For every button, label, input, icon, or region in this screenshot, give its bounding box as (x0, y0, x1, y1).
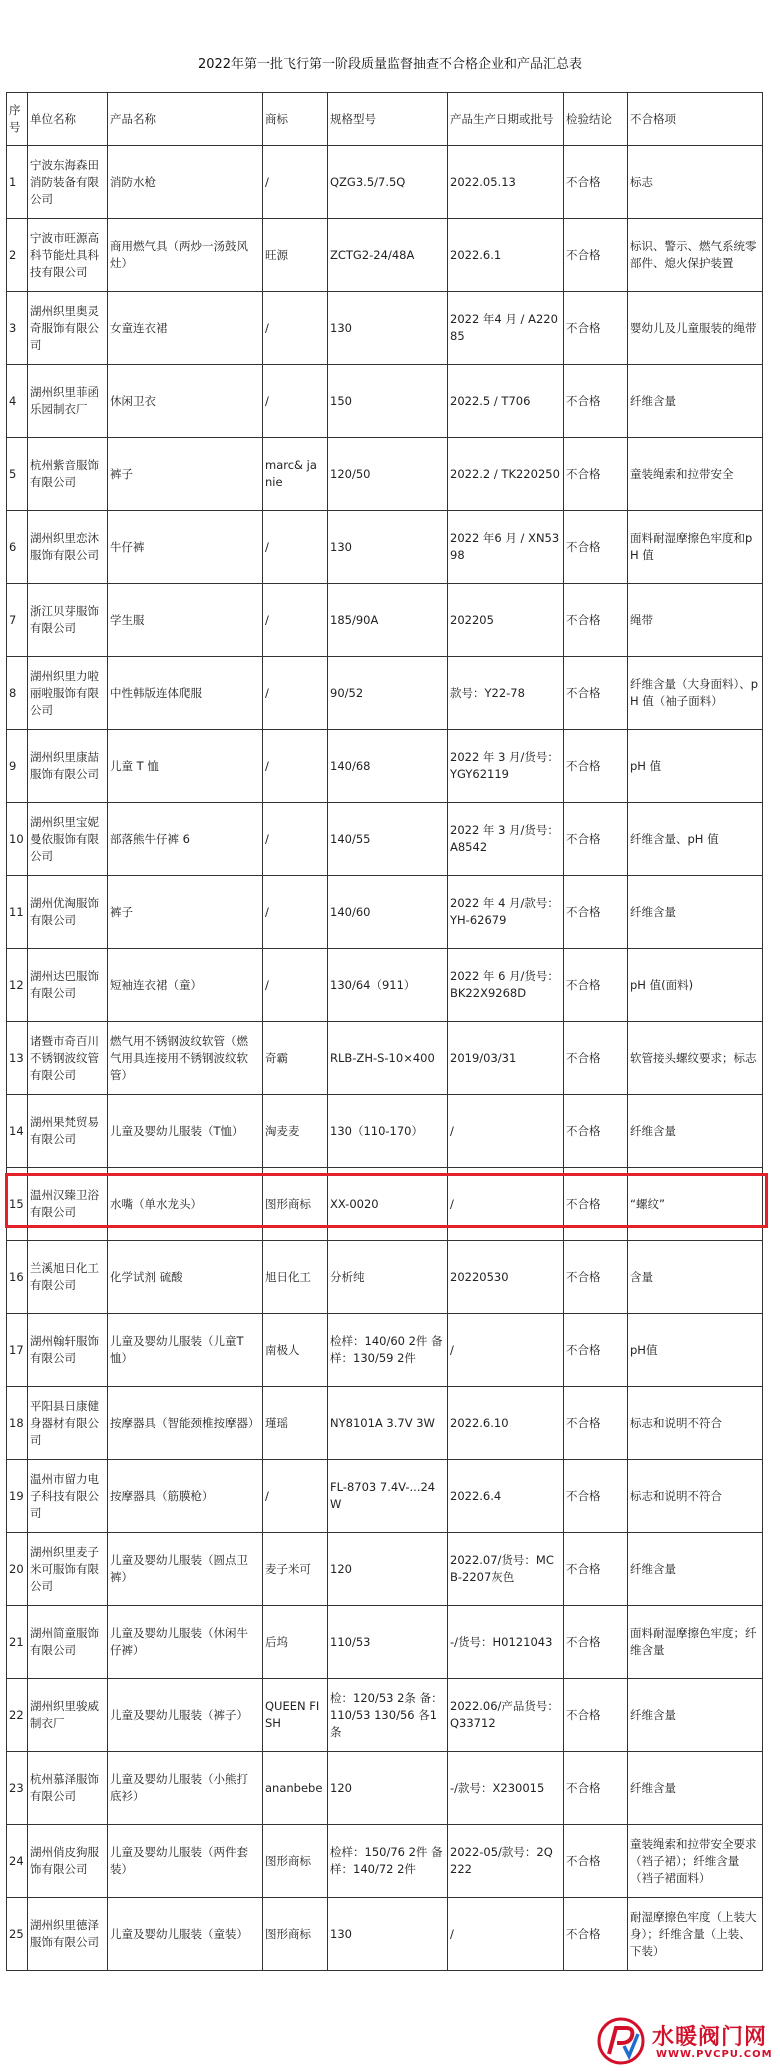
cell-brand: 图形商标 (263, 1898, 328, 1971)
cell-company: 温州汉臻卫浴有限公司 (28, 1168, 108, 1241)
cell-result: 不合格 (564, 1095, 628, 1168)
cell-brand: 麦子米可 (263, 1533, 328, 1606)
table-row (7, 876, 763, 949)
cell-failed-items: 标志和说明不符合 (628, 1387, 763, 1460)
cell-company: 湖州织里菲函乐园制衣厂 (28, 365, 108, 438)
cell-result: 不合格 (564, 803, 628, 876)
cell-index: 23 (7, 1752, 28, 1825)
cell-spec: NY8101A 3.7V 3W (328, 1387, 448, 1460)
cell-batch: 款号：Y22-78 (448, 657, 564, 730)
cell-result: 不合格 (564, 292, 628, 365)
cell-product: 儿童及婴幼儿服装（T恤） (108, 1095, 263, 1168)
cell-spec: 130 (328, 1898, 448, 1971)
cell-batch: 2022-05/款号：2Q222 (448, 1825, 564, 1898)
cell-result: 不合格 (564, 584, 628, 657)
cell-batch: 202205 (448, 584, 564, 657)
cell-company: 湖州达巴服饰有限公司 (28, 949, 108, 1022)
cell-failed-items: 纤维含量 (628, 876, 763, 949)
table-row (7, 1387, 763, 1460)
cell-index: 7 (7, 584, 28, 657)
cell-company: 湖州织里宝妮曼依服饰有限公司 (28, 803, 108, 876)
header-cell-company: 单位名称 (28, 93, 108, 146)
cell-result: 不合格 (564, 365, 628, 438)
header-cell-brand: 商标 (263, 93, 328, 146)
cell-index: 24 (7, 1825, 28, 1898)
cell-spec: 110/53 (328, 1606, 448, 1679)
cell-brand: 图形商标 (263, 1825, 328, 1898)
cell-result: 不合格 (564, 438, 628, 511)
cell-spec: 120/50 (328, 438, 448, 511)
cell-product: 儿童 T 恤 (108, 730, 263, 803)
cell-company: 杭州慕泽服饰有限公司 (28, 1752, 108, 1825)
cell-failed-items: 纤维含量 (628, 1752, 763, 1825)
cell-failed-items: pH值 (628, 1314, 763, 1387)
cell-batch: 2022 年4 月 / A22085 (448, 292, 564, 365)
cell-company: 湖州织里恋沐服饰有限公司 (28, 511, 108, 584)
watermark-brand: 水暖阀门网 (652, 2025, 768, 2050)
cell-result: 不合格 (564, 219, 628, 292)
cell-product: 燃气用不锈钢波纹软管（燃气用具连接用不锈钢波纹软管） (108, 1022, 263, 1095)
cell-brand: / (263, 1460, 328, 1533)
cell-index: 12 (7, 949, 28, 1022)
cell-batch: 2022.07/货号：MCB-2207灰色 (448, 1533, 564, 1606)
header-cell-batch: 产品生产日期或批号 (448, 93, 564, 146)
cell-batch: -/货号：H0121043 (448, 1606, 564, 1679)
table-header-row (7, 93, 763, 146)
cell-index: 10 (7, 803, 28, 876)
cell-spec: 140/68 (328, 730, 448, 803)
cell-spec: FL-8703 7.4V-...24W (328, 1460, 448, 1533)
cell-batch: 2022.06/产品货号：Q33712 (448, 1679, 564, 1752)
page-title: 2022年第一批飞行第一阶段质量监督抽查不合格企业和产品汇总表 (197, 57, 583, 72)
cell-result: 不合格 (564, 657, 628, 730)
cell-company: 平阳县日康健身器材有限公司 (28, 1387, 108, 1460)
cell-failed-items: 标志 (628, 146, 763, 219)
cell-batch: 2022 年6 月 / XN5398 (448, 511, 564, 584)
header-cell-failed-items: 不合格项 (628, 93, 763, 146)
cell-spec: XX-0020 (328, 1168, 448, 1241)
table-row (7, 1460, 763, 1533)
cell-result: 不合格 (564, 949, 628, 1022)
cell-product: 儿童及婴幼儿服装（圆点卫裤） (108, 1533, 263, 1606)
table-row (7, 365, 763, 438)
cell-index: 19 (7, 1460, 28, 1533)
cell-brand: / (263, 584, 328, 657)
cell-brand: / (263, 511, 328, 584)
cell-product: 按摩器具（智能颈椎按摩器） (108, 1387, 263, 1460)
table-row (7, 730, 763, 803)
cell-batch: 2022.5 / T706 (448, 365, 564, 438)
cell-company: 兰溪旭日化工有限公司 (28, 1241, 108, 1314)
cell-failed-items: 软管接头螺纹要求；标志 (628, 1022, 763, 1095)
cell-spec: ZCTG2-24/48A (328, 219, 448, 292)
cell-spec: QZG3.5/7.5Q (328, 146, 448, 219)
cell-spec: 120 (328, 1752, 448, 1825)
cell-product: 部落熊牛仔裤 6 (108, 803, 263, 876)
cell-product: 儿童及婴幼儿服装（两件套装） (108, 1825, 263, 1898)
cell-product: 按摩器具（筋膜枪） (108, 1460, 263, 1533)
cell-result: 不合格 (564, 730, 628, 803)
cell-index: 18 (7, 1387, 28, 1460)
cell-failed-items: 耐湿摩擦色牢度（上装大身）；纤维含量（上装、下装） (628, 1898, 763, 1971)
table-row (7, 1752, 763, 1825)
cell-spec: 130/64（911） (328, 949, 448, 1022)
summary-table (6, 92, 763, 1971)
cell-index: 11 (7, 876, 28, 949)
cell-batch: 20220530 (448, 1241, 564, 1314)
cell-product: 牛仔裤 (108, 511, 263, 584)
cell-product: 裤子 (108, 876, 263, 949)
cell-brand: / (263, 803, 328, 876)
cell-company: 宁波市旺源高科节能灶具科技有限公司 (28, 219, 108, 292)
cell-result: 不合格 (564, 1241, 628, 1314)
cell-company: 湖州优淘服饰有限公司 (28, 876, 108, 949)
cell-product: 短袖连衣裙（童） (108, 949, 263, 1022)
cell-failed-items: 含量 (628, 1241, 763, 1314)
cell-spec: 检样：150/76 2件 备样：140/72 2件 (328, 1825, 448, 1898)
table-row (7, 803, 763, 876)
table-row (7, 1825, 763, 1898)
cell-result: 不合格 (564, 1460, 628, 1533)
cell-company: 宁波东海森田消防装备有限公司 (28, 146, 108, 219)
cell-batch: 2022 年 3 月/货号：YGY62119 (448, 730, 564, 803)
cell-company: 温州市留力电子科技有限公司 (28, 1460, 108, 1533)
table-row (7, 511, 763, 584)
cell-batch: 2022 年 4 月/款号：YH-62679 (448, 876, 564, 949)
cell-brand: 淘麦麦 (263, 1095, 328, 1168)
cell-product: 中性韩版连体爬服 (108, 657, 263, 730)
cell-spec: 检：120/53 2条 备：110/53 130/56 各1条 (328, 1679, 448, 1752)
cell-product: 化学试剂 硫酸 (108, 1241, 263, 1314)
cell-product: 学生服 (108, 584, 263, 657)
cell-index: 8 (7, 657, 28, 730)
cell-result: 不合格 (564, 876, 628, 949)
cell-brand: / (263, 657, 328, 730)
cell-spec: 分析纯 (328, 1241, 448, 1314)
cell-failed-items: “螺纹” (628, 1168, 763, 1241)
cell-company: 湖州织里力啦丽啦服饰有限公司 (28, 657, 108, 730)
cell-index: 17 (7, 1314, 28, 1387)
cell-brand: / (263, 292, 328, 365)
cell-batch: 2022.2 / TK220250 (448, 438, 564, 511)
cell-brand: 南极人 (263, 1314, 328, 1387)
cell-result: 不合格 (564, 1752, 628, 1825)
cell-failed-items: 纤维含量 (628, 1679, 763, 1752)
cell-index: 2 (7, 219, 28, 292)
cell-result: 不合格 (564, 1679, 628, 1752)
table-row (7, 1533, 763, 1606)
cell-spec: RLB-ZH-S-10×400 (328, 1022, 448, 1095)
cell-failed-items: 面料耐湿摩擦色牢度；纤维含量 (628, 1606, 763, 1679)
cell-brand: 图形商标 (263, 1168, 328, 1241)
cell-company: 湖州织里德泽服饰有限公司 (28, 1898, 108, 1971)
cell-company: 湖州织里麦子米可服饰有限公司 (28, 1533, 108, 1606)
table-row (7, 584, 763, 657)
cell-brand: QUEEN FISH (263, 1679, 328, 1752)
header-cell-product: 产品名称 (108, 93, 263, 146)
cell-index: 15 (7, 1168, 28, 1241)
cell-index: 20 (7, 1533, 28, 1606)
cell-spec: 185/90A (328, 584, 448, 657)
cell-result: 不合格 (564, 1898, 628, 1971)
cell-index: 1 (7, 146, 28, 219)
table-row (7, 949, 763, 1022)
cell-batch: 2022.6.4 (448, 1460, 564, 1533)
cell-brand: 奇霸 (263, 1022, 328, 1095)
cell-company: 浙江贝芽服饰有限公司 (28, 584, 108, 657)
cell-batch: / (448, 1095, 564, 1168)
cell-company: 湖州织里康喆服饰有限公司 (28, 730, 108, 803)
cell-index: 6 (7, 511, 28, 584)
cell-failed-items: 纤维含量 (628, 1095, 763, 1168)
cell-batch: 2022.6.1 (448, 219, 564, 292)
cell-company: 湖州果梵贸易有限公司 (28, 1095, 108, 1168)
cell-failed-items: 婴幼儿及儿童服装的绳带 (628, 292, 763, 365)
cell-spec: 150 (328, 365, 448, 438)
cell-batch: / (448, 1168, 564, 1241)
table-row (7, 1022, 763, 1095)
cell-spec: 130（110-170） (328, 1095, 448, 1168)
table-row (7, 1898, 763, 1971)
cell-index: 9 (7, 730, 28, 803)
cell-index: 21 (7, 1606, 28, 1679)
cell-index: 14 (7, 1095, 28, 1168)
cell-product: 儿童及婴幼儿服装（裤子） (108, 1679, 263, 1752)
cell-batch: / (448, 1314, 564, 1387)
cell-brand: 旺源 (263, 219, 328, 292)
cell-brand: 旭日化工 (263, 1241, 328, 1314)
cell-failed-items: 纤维含量 (628, 365, 763, 438)
cell-product: 儿童及婴幼儿服装（童装） (108, 1898, 263, 1971)
header-cell-index: 序号 (7, 93, 28, 146)
cell-product: 商用燃气具（两炒一汤鼓风灶） (108, 219, 263, 292)
header-cell-spec: 规格型号 (328, 93, 448, 146)
cell-failed-items: 标志和说明不符合 (628, 1460, 763, 1533)
watermark-url: WWW.PVCPU.COM (656, 2049, 773, 2060)
table-row (7, 219, 763, 292)
cell-failed-items: 童装绳索和拉带安全 (628, 438, 763, 511)
cell-index: 25 (7, 1898, 28, 1971)
cell-index: 4 (7, 365, 28, 438)
pv-logo-icon (596, 2016, 646, 2066)
cell-batch: 2022.6.10 (448, 1387, 564, 1460)
cell-product: 休闲卫衣 (108, 365, 263, 438)
cell-product: 裤子 (108, 438, 263, 511)
cell-brand: marc& janie (263, 438, 328, 511)
table-row (7, 1241, 763, 1314)
cell-index: 16 (7, 1241, 28, 1314)
table-row (7, 657, 763, 730)
table-row (7, 1314, 763, 1387)
cell-batch: 2022 年 6 月/货号：BK22X9268D (448, 949, 564, 1022)
cell-result: 不合格 (564, 1168, 628, 1241)
cell-brand: ananbebe (263, 1752, 328, 1825)
cell-failed-items: pH 值 (628, 730, 763, 803)
cell-index: 22 (7, 1679, 28, 1752)
watermark (596, 2016, 776, 2068)
cell-batch: 2022.05.13 (448, 146, 564, 219)
cell-brand: / (263, 876, 328, 949)
cell-result: 不合格 (564, 1022, 628, 1095)
cell-brand: / (263, 365, 328, 438)
cell-spec: 140/55 (328, 803, 448, 876)
cell-brand: 瑾瑶 (263, 1387, 328, 1460)
cell-product: 儿童及婴幼儿服装（休闲牛仔裤） (108, 1606, 263, 1679)
cell-product: 儿童及婴幼儿服装（儿童T恤） (108, 1314, 263, 1387)
cell-company: 湖州翰轩服饰有限公司 (28, 1314, 108, 1387)
cell-batch: 2022 年 3 月/货号：A8542 (448, 803, 564, 876)
table-row (7, 1095, 763, 1168)
cell-batch: -/款号：X230015 (448, 1752, 564, 1825)
cell-spec: 检样：140/60 2件 备样：130/59 2件 (328, 1314, 448, 1387)
cell-company: 湖州简童服饰有限公司 (28, 1606, 108, 1679)
cell-batch: / (448, 1898, 564, 1971)
cell-company: 湖州俏皮狗服饰有限公司 (28, 1825, 108, 1898)
cell-spec: 140/60 (328, 876, 448, 949)
cell-index: 13 (7, 1022, 28, 1095)
cell-result: 不合格 (564, 146, 628, 219)
cell-spec: 90/52 (328, 657, 448, 730)
cell-company: 湖州织里骏威制衣厂 (28, 1679, 108, 1752)
table-row (7, 1606, 763, 1679)
cell-failed-items: 纤维含量、pH 值 (628, 803, 763, 876)
cell-spec: 130 (328, 511, 448, 584)
cell-failed-items: 纤维含量（大身面料）、pH 值（袖子面料） (628, 657, 763, 730)
cell-failed-items: 纤维含量 (628, 1533, 763, 1606)
highlight-box (5, 1173, 768, 1228)
cell-result: 不合格 (564, 1606, 628, 1679)
cell-spec: 120 (328, 1533, 448, 1606)
cell-index: 5 (7, 438, 28, 511)
table-row (7, 438, 763, 511)
cell-result: 不合格 (564, 1314, 628, 1387)
table-row (7, 292, 763, 365)
cell-brand: / (263, 949, 328, 1022)
cell-failed-items: pH 值(面料) (628, 949, 763, 1022)
cell-product: 消防水枪 (108, 146, 263, 219)
header-cell-result: 检验结论 (564, 93, 628, 146)
cell-result: 不合格 (564, 1825, 628, 1898)
cell-batch: 2019/03/31 (448, 1022, 564, 1095)
table-row (7, 146, 763, 219)
cell-index: 3 (7, 292, 28, 365)
cell-failed-items: 面料耐湿摩擦色牢度和pH 值 (628, 511, 763, 584)
cell-brand: 后坞 (263, 1606, 328, 1679)
cell-failed-items: 童装绳索和拉带安全要求（裆子裙）；纤维含量（裆子裙面料） (628, 1825, 763, 1898)
cell-company: 杭州紫音服饰有限公司 (28, 438, 108, 511)
cell-result: 不合格 (564, 1387, 628, 1460)
cell-failed-items: 标识、警示、燃气系统零部件、熄火保护装置 (628, 219, 763, 292)
cell-spec: 130 (328, 292, 448, 365)
cell-failed-items: 绳带 (628, 584, 763, 657)
cell-brand: / (263, 730, 328, 803)
cell-company: 诸暨市奇百川不锈钢波纹管有限公司 (28, 1022, 108, 1095)
cell-result: 不合格 (564, 1533, 628, 1606)
cell-product: 儿童及婴幼儿服装（小熊打底衫） (108, 1752, 263, 1825)
cell-product: 女童连衣裙 (108, 292, 263, 365)
cell-brand: / (263, 146, 328, 219)
cell-company: 湖州织里奥灵奇服饰有限公司 (28, 292, 108, 365)
cell-result: 不合格 (564, 511, 628, 584)
table-row (7, 1679, 763, 1752)
cell-product: 水嘴（单水龙头） (108, 1168, 263, 1241)
